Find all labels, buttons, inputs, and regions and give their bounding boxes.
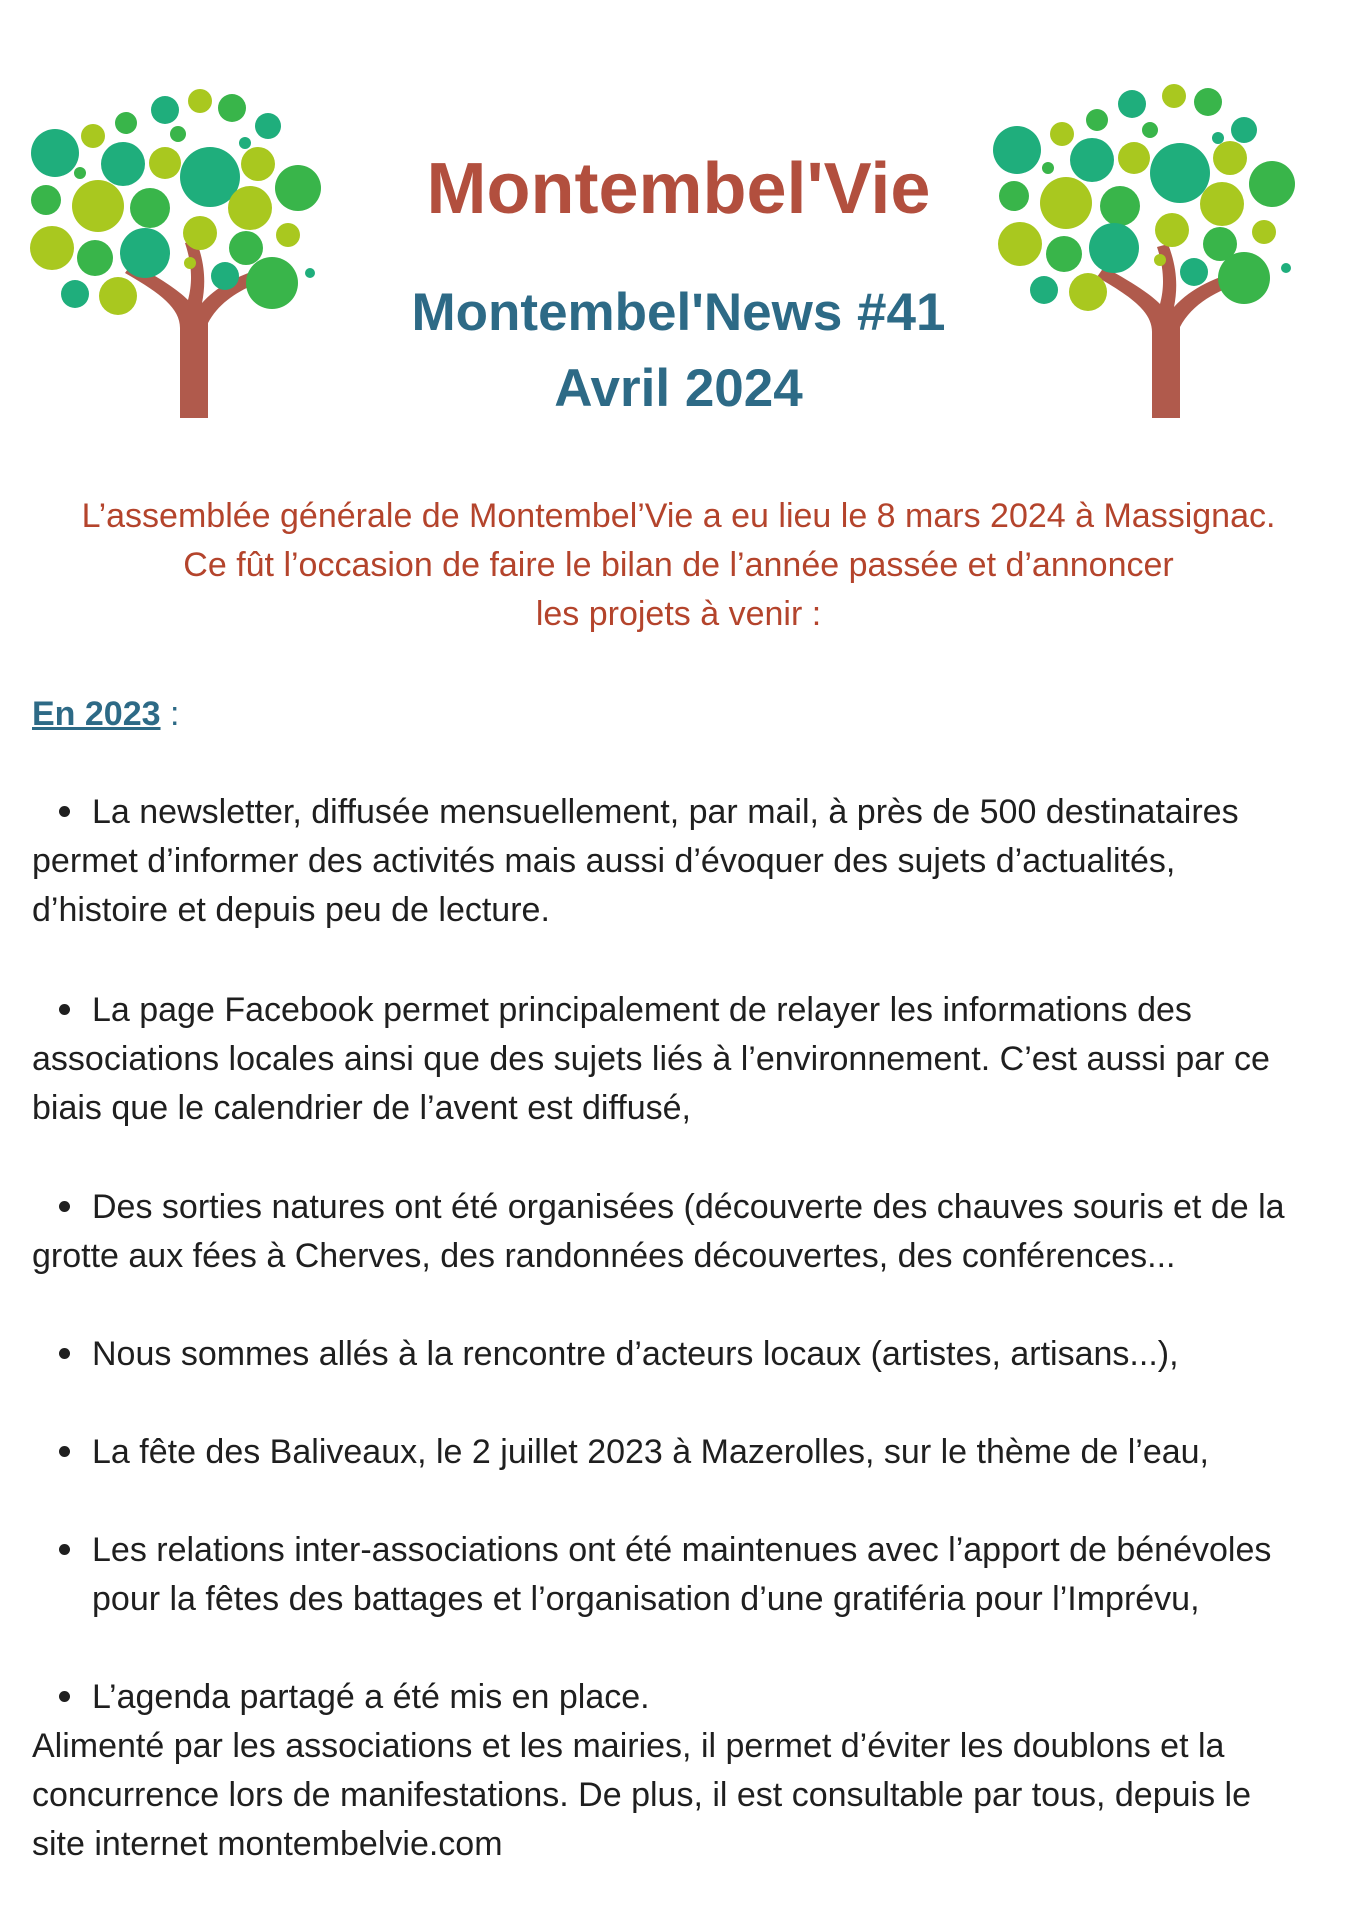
list-item-text: grotte aux fées à Cherves, des randonnées découvertes, des conférences... (32, 1237, 1176, 1275)
association-name: Montembel'Vie (426, 149, 931, 229)
bullet-dot-icon (59, 1544, 70, 1555)
bullet-dot-icon (59, 806, 70, 817)
newsletter-date: Avril 2024 (554, 359, 803, 418)
list-item-text: pour la fêtes des battages et l’organisation d’une gratiféria pour l’Imprévu, (92, 1580, 1200, 1618)
list-item-text: Alimenté par les associations et les mairies, il permet d’éviter les doublons et la (32, 1727, 1225, 1765)
section-heading (32, 694, 179, 734)
list-item-text: Nous sommes allés à la rencontre d’acteurs locaux (artistes, artisans...), (92, 1335, 1179, 1373)
list-item-text: La newsletter, diffusée mensuellement, par mail, à près de 500 destinataires (92, 793, 1239, 831)
bullet-dot-icon (59, 1201, 70, 1212)
list-item (32, 1330, 1322, 1379)
list-item-text: La fête des Baliveaux, le 2 juillet 2023 à Mazerolles, sur le thème de l’eau, (92, 1433, 1209, 1471)
list-item-text: biais que le calendrier de l’avent est diffusé, (32, 1089, 691, 1127)
intro-line: L’assemblée générale de Montembel’Vie a eu lieu le 8 mars 2024 à Massignac. (81, 497, 1276, 535)
list-item (32, 1428, 1322, 1477)
newsletter-number: Montembel'News #41 (411, 283, 946, 342)
list-item-text: La page Facebook permet principalement de relayer les informations des (92, 991, 1192, 1029)
list-item-text: associations locales ainsi que des sujets liés à l’environnement. C’est aussi par ce (32, 1040, 1270, 1078)
list-item-text: Des sorties natures ont été organisées (découverte des chauves souris et de la (92, 1188, 1285, 1226)
list-item-text: site internet montembelvie.com (32, 1825, 503, 1863)
intro-paragraph (0, 492, 1357, 639)
bullet-dot-icon (59, 1004, 70, 1015)
list-item-text: d’histoire et depuis peu de lecture. (32, 891, 550, 929)
list-item-text: Les relations inter-associations ont été maintenues avec l’apport de bénévoles (92, 1531, 1272, 1569)
bullet-dot-icon (59, 1446, 70, 1457)
list-item (32, 986, 1322, 1133)
section-heading-label: En 2023 (32, 695, 161, 733)
list-item-text: concurrence lors de manifestations. De plus, il est consultable par tous, depuis le (32, 1776, 1251, 1814)
section-heading-colon: : (160, 695, 180, 733)
list-item (32, 788, 1322, 935)
intro-line: Ce fût l’occasion de faire le bilan de l’année passée et d’annoncer (183, 546, 1174, 584)
list-item (32, 1526, 1322, 1624)
bullet-dot-icon (59, 1348, 70, 1359)
list-item (32, 1673, 1322, 1869)
list-item (32, 1183, 1322, 1281)
bullet-dot-icon (59, 1691, 70, 1702)
list-item-text: L’agenda partagé a été mis en place. (92, 1678, 650, 1716)
list-item-text: permet d’informer des activités mais aussi d’évoquer des sujets d’actualités, (32, 842, 1176, 880)
intro-line: les projets à venir : (535, 595, 822, 633)
